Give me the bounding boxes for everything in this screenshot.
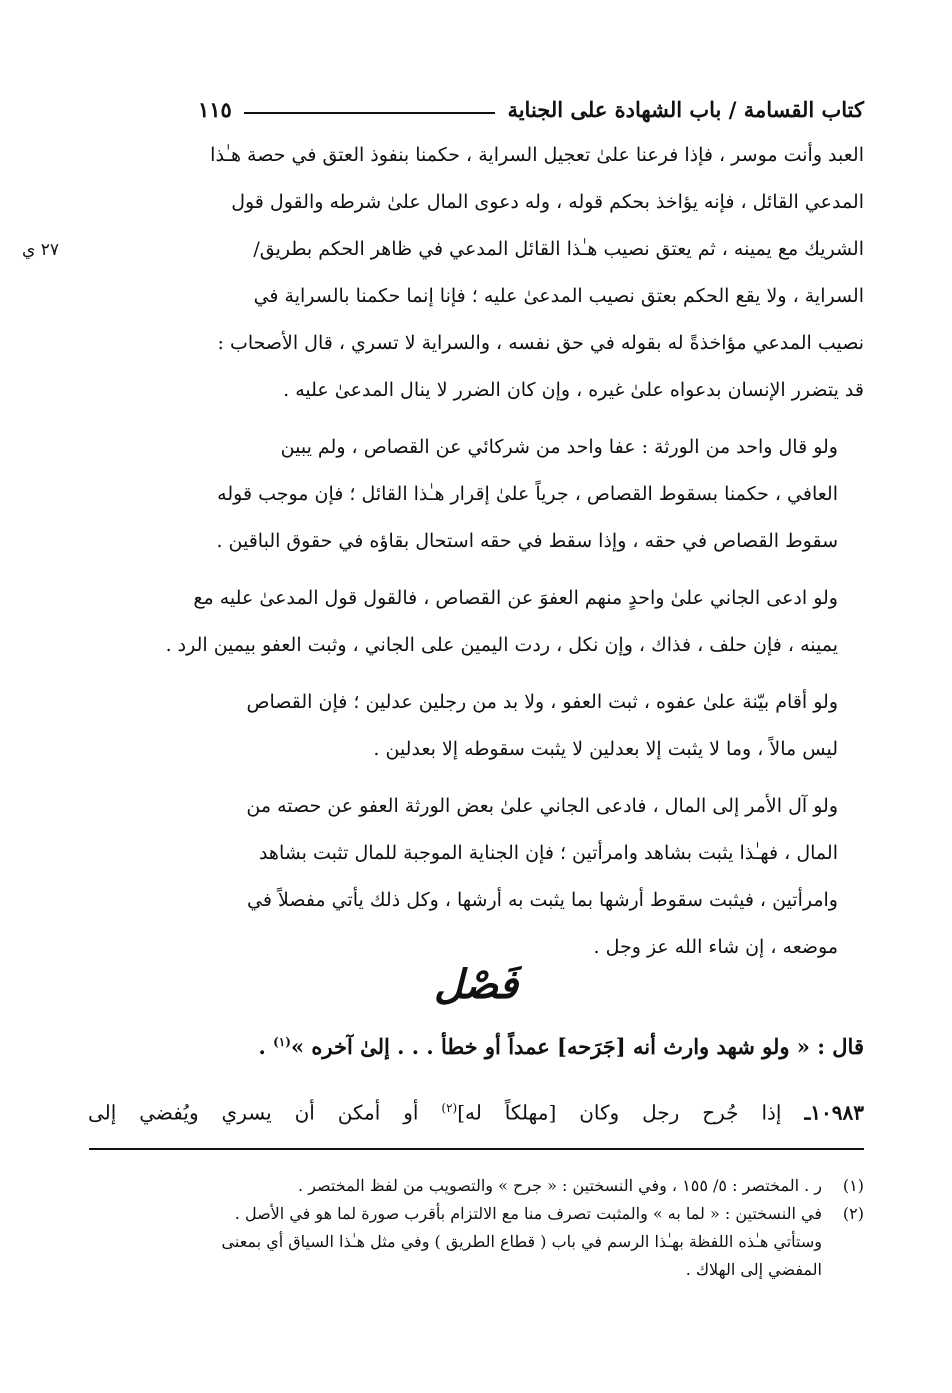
paragraph-3 [86,575,864,669]
paragraph-4 [86,679,864,773]
text-line: يمينه ، فإن حلف ، فذاك ، وإن نكل ، ردت اليمين على الجاني ، وثبت العفو بيمين الرد . [165,634,838,656]
page-number: ١١٥ [198,97,232,122]
text-line: العافي ، حكمنا بسقوط القصاص ، جرياً علىٰ إقرار هـٰذا القائل ؛ فإن موجب قوله [217,483,838,505]
footnote-1 [88,1172,864,1200]
footnote-ref: (١) [273,1035,291,1049]
footnotes [88,1172,864,1284]
text-line: ولو قال واحد من الورثة : عفا واحد من شركائي عن القصاص ، ولم يبين [280,436,838,458]
text-line: موضعه ، إن شاء الله عز وجل . [593,936,838,958]
footnote-number: (٢) [842,1204,864,1223]
issue-text-continued: أو أمكن أن يسري ويُفضي إلى [88,1100,442,1125]
text-line: الشريك مع يمينه ، ثم يعتق نصيب هـٰذا القائل المدعي في ظاهر الحكم بطريق/ [253,238,864,260]
quoted-text-end: . [258,1034,274,1059]
issue-number: ١٠٩٨٣ـ [804,1100,865,1125]
text-line: نصيب المدعي مؤاخذةً له بقوله في حق نفسه ، والسراية لا تسري ، قال الأصحاب : [217,332,864,354]
paragraph-1 [86,132,864,414]
quoted-text-line [88,1020,864,1069]
paragraph-2 [86,424,864,565]
running-title: كتاب القسامة / باب الشهادة على الجناية [507,97,864,122]
section-heading-ornament: فَصْل [433,961,519,1008]
footnote-text [88,1200,822,1284]
text-line: ليس مالاً ، وما لا يثبت إلا بعدلين لا يثبت سقوطه إلا بعدلين . [373,738,838,760]
footnote-divider [89,1148,864,1150]
page-header [88,82,864,122]
text-line: ولو أقام بيّنة علىٰ عفوه ، ثبت العفو ، ولا بد من رجلين عدلين ؛ فإن القصاص [246,691,838,713]
footnote-line: في النسختين : « لما به » والمثبت تصرف منا مع الالتزام بأقرب صورة لما هو في الأصل . [234,1204,822,1223]
footnote-line: وستأتي هـٰذه اللفظة بهـٰذا الرسم في باب ( قطاع الطريق ) وفي مثل هـٰذا السياق أي بمعنى [221,1232,822,1251]
footnote-number: (١) [842,1176,864,1195]
text-line: السراية ، ولا يقع الحكم بعتق نصيب المدعىٰ عليه ؛ فإنا إنما حكمنا بالسراية في [253,285,864,307]
quoted-text: قال : « ولو شهد وارث أنه [جَرَحه] عمداً أو خطأ . . . إلىٰ آخره » [290,1034,864,1059]
main-text [86,132,864,971]
margin-folio-note: ٢٧ ي [22,240,59,260]
text-line: سقوط القصاص في حقه ، وإذا سقط في حقه استحال بقاؤه في حقوق الباقين . [216,530,838,552]
text-line: المدعي القائل ، فإنه يؤاخذ بحكم قوله ، وله دعوى المال علىٰ شرطه والقول قول [231,191,864,213]
footnote-line: المفضي إلى الهلاك . [685,1260,822,1279]
footnote-2 [88,1200,864,1284]
text-line: العبد وأنت موسر ، فإذا فرعنا علىٰ تعجيل السراية ، حكمنا بنفوذ العتق في حصة هـٰذا [210,144,864,166]
text-line: قد يتضرر الإنسان بدعواه علىٰ غيره ، وإن كان الضرر لا ينال المدعىٰ عليه . [283,379,864,401]
header-rule [244,112,496,114]
footnote-line: ر . المختصر : ٥/ ١٥٥ ، وفي النسختين : « جرح » والتصويب من لفظ المختصر . [298,1176,822,1195]
footnote-text [88,1172,822,1200]
text-line: ولو آل الأمر إلى المال ، فادعى الجاني علىٰ بعض الورثة العفو عن حصته من [246,795,838,817]
issue-line [88,1086,864,1135]
paragraph-5 [86,783,864,971]
text-line: المال ، فهـٰذا يثبت بشاهد وامرأتين ؛ فإن الجناية الموجبة للمال تثبت بشاهد [258,842,838,864]
text-line: ولو ادعى الجاني علىٰ واحدٍ منهم العفوَ عن القصاص ، فالقول قول المدعىٰ عليه مع [193,587,838,609]
issue-text: إذا جُرح رجل وكان [مهلكاً له] [457,1100,805,1125]
text-line: وامرأتين ، فيثبت سقوط أرشها بما يثبت به أرشها ، وكل ذلك يأتي مفصلاً في [247,889,838,911]
footnote-ref: (٢) [441,1101,458,1115]
